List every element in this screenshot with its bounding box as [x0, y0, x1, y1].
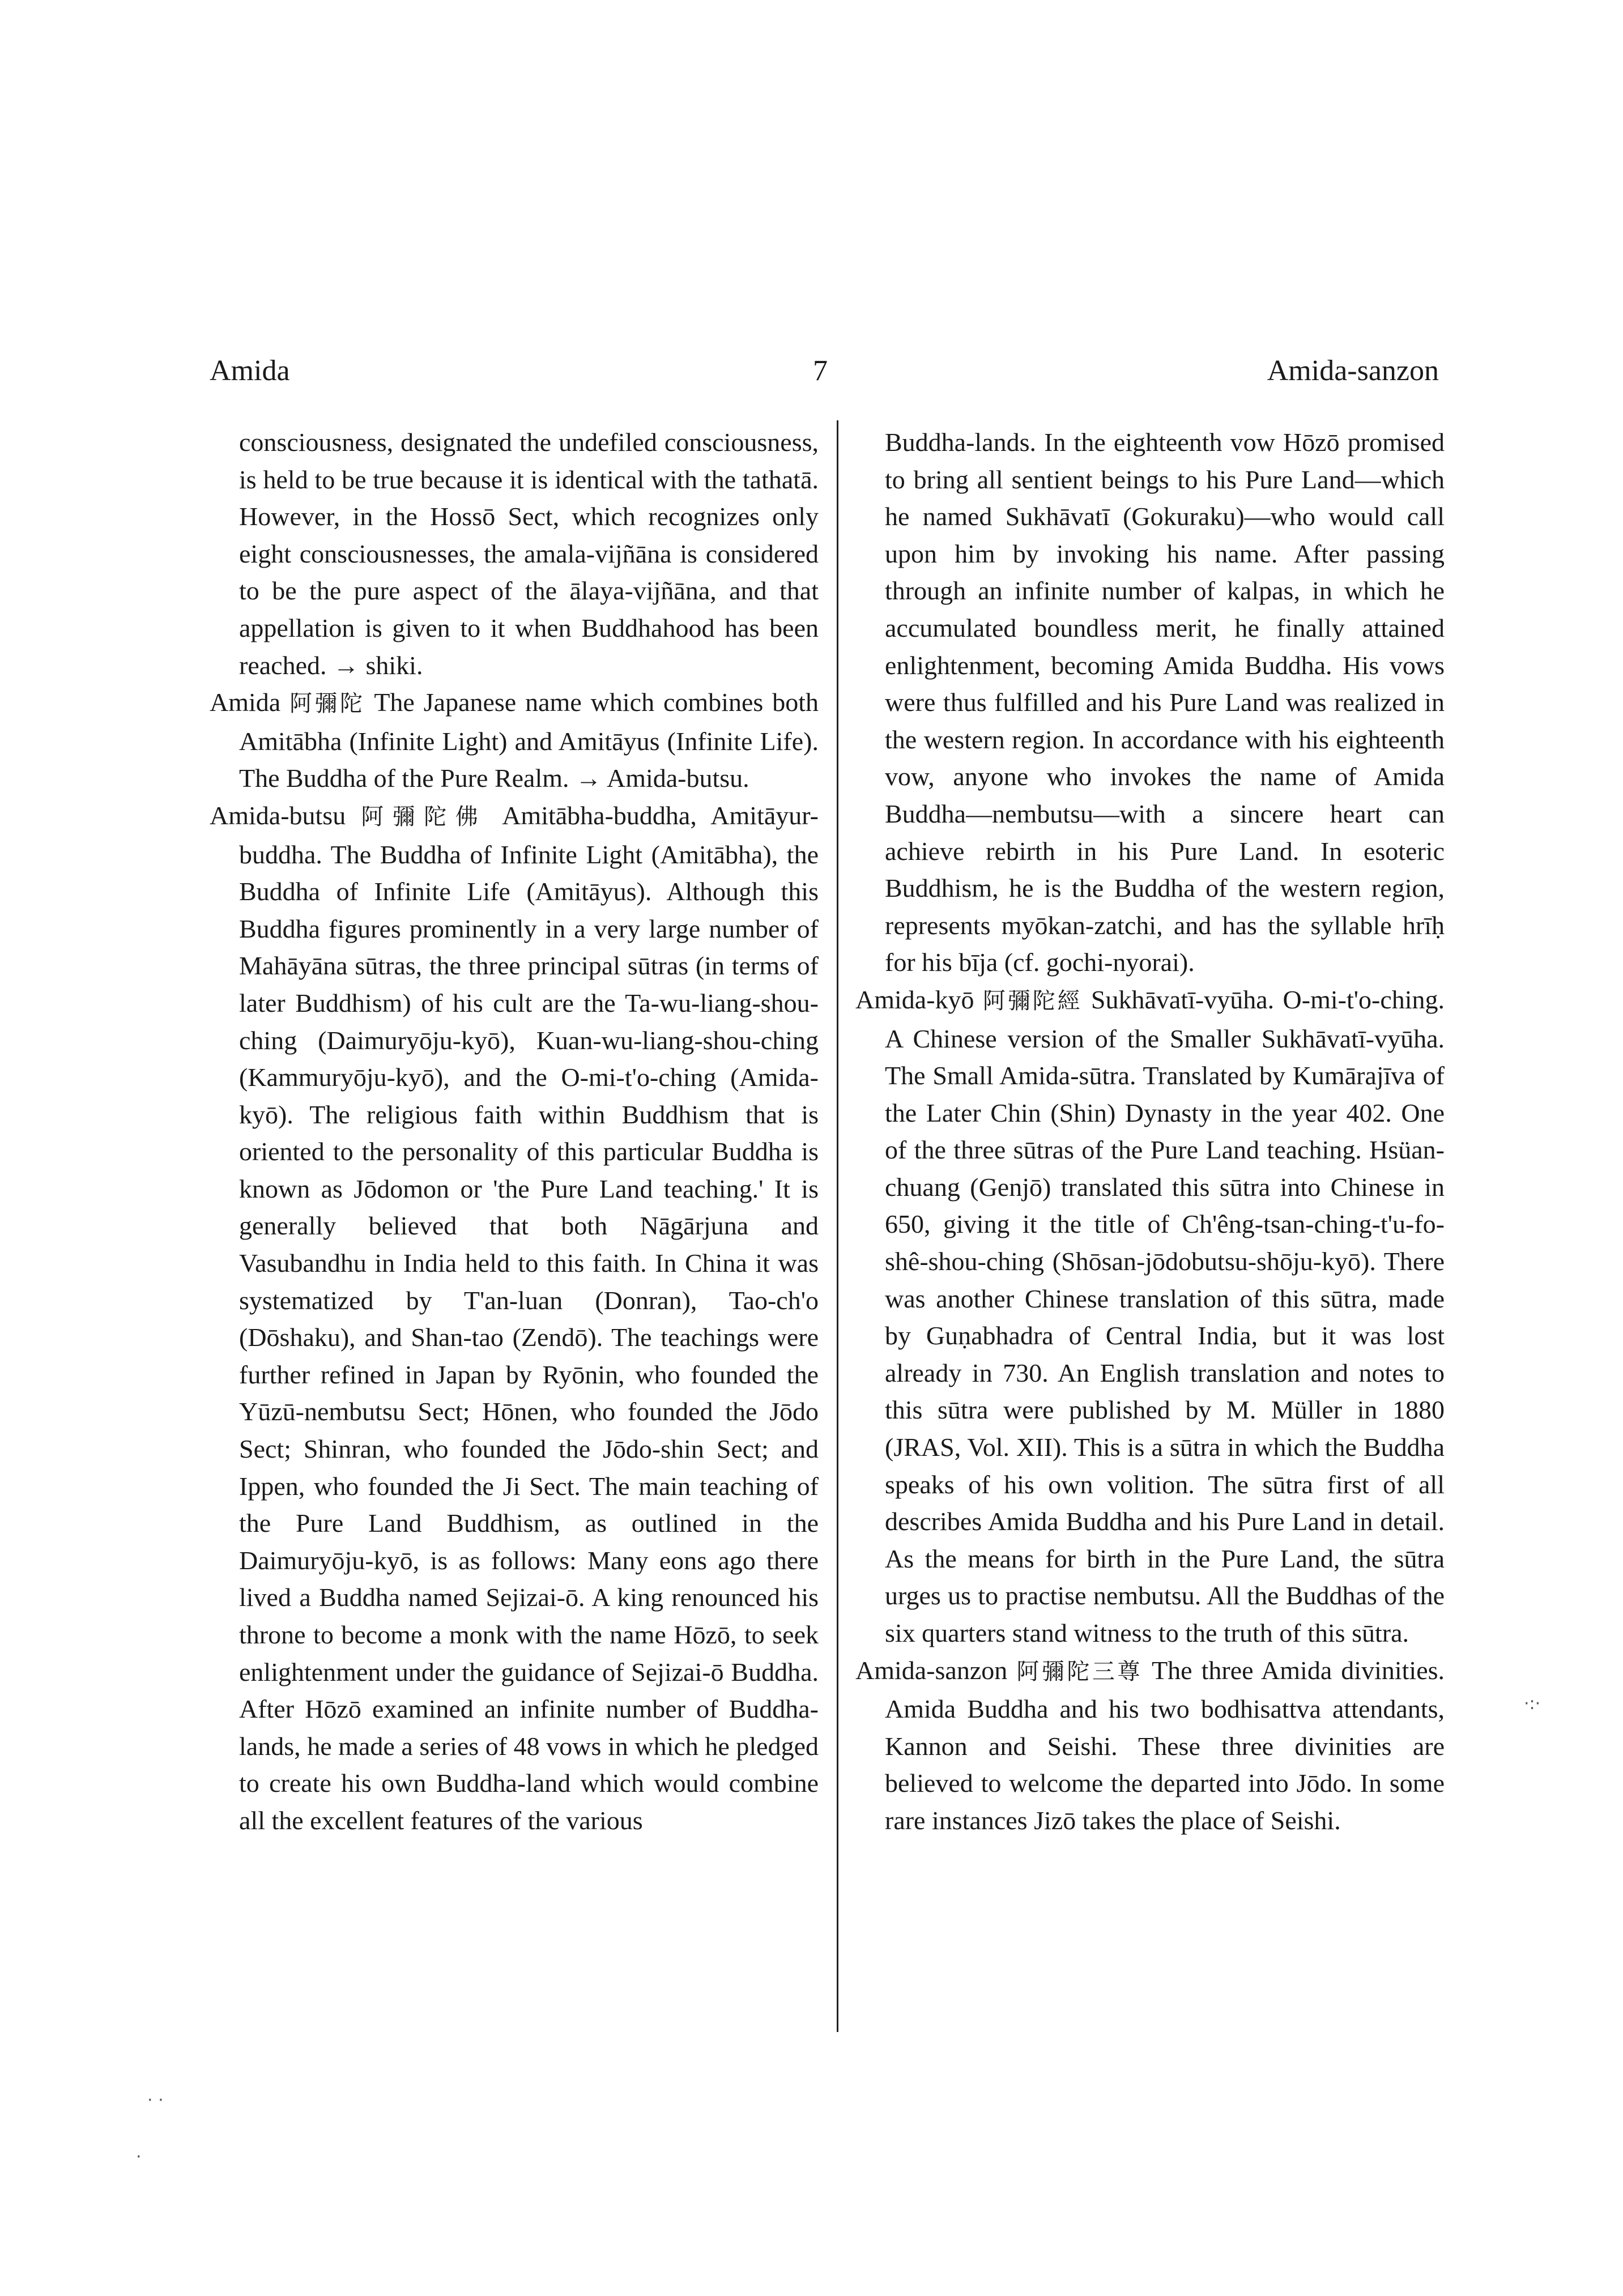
entry-kanji: 阿彌陀 [289, 691, 365, 717]
running-header [210, 354, 1439, 399]
continuation-paragraph: consciousness, designated the undefiled consciousness, is held to be true because it is identical with the tathatā. However, in the Hossō Sect, which recognizes only eight consciousnesses, the amala-vijñāna is considered to be the pure aspect of the ālaya-vijñāna, and that appellation is given to it when Buddhahood has been reached. → shiki. [239, 428, 819, 680]
entry-headword: Amida [210, 688, 281, 717]
entry-definition: Sukhāvatī-vyūha. O-mi-t'o-ching. A Chinese version of the Smaller Sukhāvatī-vyūha. The Small Amida-sūtra. Translated by Kumārajīva of the Later Chin (Shin) Dynasty in the year 402. One of the three sūtras of the Pure Land teaching. Hsüan-chuang (Genjō) translated this sūtra into Chinese in 650, giving it the title of Ch'êng-tsan-ching-t'u-fo-shê-shou-ching (Shōsan-jōdobutsu-shōju-kyō). There was another Chinese translation of this sūtra, made by Guṇabhadra of Central India, but it was lost already in 730. An English translation and notes to this sūtra were published by M. Müller in 1880 (JRAS, Vol. XII). This is a sūtra in which the Buddha speaks of his own volition. The sūtra first of all describes Amida Buddha and his Pure Land in detail. As the means for birth in the Pure Land, the sūtra urges us to practise nembutsu. All the Buddhas of the six quarters stand witness to the truth of this sūtra. [885, 985, 1445, 1647]
header-right-guideword: Amida-sanzon [1267, 355, 1439, 387]
scan-speck: ·:· [1524, 1694, 1541, 1714]
entry-kanji: 阿彌陀佛 [361, 803, 487, 830]
dictionary-entry [210, 684, 819, 797]
entry-definition: The Japanese name which combines both Amitābha (Infinite Light) and Amitāyus (Infinite Life). The Buddha of the Pure Realm. → Amida-butsu. [239, 688, 819, 793]
dictionary-entry [855, 981, 1445, 1652]
scan-speck: · · [147, 2090, 164, 2110]
column-divider [837, 420, 838, 2032]
entry-headword: Amida-kyō [855, 985, 974, 1014]
dictionary-entry [855, 1652, 1445, 1839]
continuation-paragraph: Buddha-lands. In the eighteenth vow Hōzō promised to bring all sentient beings to his Pure Land—which he named Sukhāvatī (Gokuraku)—who would call upon him by invoking his name. After passing through an infinite number of kalpas, in which he accumulated boundless merit, he finally attained enlightenment, becoming Amida Buddha. His vows were thus fulfilled and his Pure Land was realized in the western region. In accordance with his eighteenth vow, anyone who invokes the name of Amida Buddha—nembutsu—with a sincere heart can achieve rebirth in his Pure Land. In esoteric Buddhism, he is the Buddha of the western region, represents myōkan-zatchi, and has the syllable hrīḥ for his bīja (cf. gochi-nyorai). [885, 428, 1445, 977]
entry-definition: The three Amida divinities. Amida Buddha and his two bodhisattva attendants, Kannon and Seishi. These three divinities are believed to welcome the departed into Jōdo. In some rare instances Jizō takes the place of Seishi. [885, 1655, 1445, 1835]
entry-definition: Amitābha-buddha, Amitāyur-buddha. The Buddha of Infinite Light (Amitābha), the Buddha of Infinite Life (Amitāyus). Although this Buddha figures prominently in a very large number of Mahāyāna sūtras, the three principal sūtras (in terms of later Buddhism) of his cult are the Ta-wu-liang-shou-ching (Daimuryōju-kyō), Kuan-wu-liang-shou-ching (Kammuryōju-kyō), and the O-mi-t'o-ching (Amida-kyō). The religious faith within Buddhism that is oriented to the personality of this particular Buddha is known as Jōdomon or 'the Pure Land teaching.' It is generally believed that both Nāgārjuna and Vasubandhu in India held to this faith. In China it was systematized by T'an-luan (Donran), Tao-ch'o (Dōshaku), and Shan-tao (Zendō). The teachings were further refined in Japan by Ryōnin, who founded the Yūzū-nembutsu Sect; Hōnen, who founded the Jōdo Sect; Shinran, who founded the Jōdo-shin Sect; and Ippen, who founded the Ji Sect. The main teaching of the Pure Land Buddhism, as outlined in the Daimuryōju-kyō, is as follows: Many eons ago there lived a Buddha named Sejizai-ō. A king renounced his throne to become a monk with the name Hōzō, to seek enlightenment under the guidance of Sejizai-ō Buddha. After Hōzō examined an infinite number of Buddha-lands, he made a series of 48 vows in which he pledged to create his own Buddha-land which would combine all the excellent features of the various [239, 800, 819, 1835]
page-number: 7 [813, 355, 828, 387]
right-column [855, 424, 1445, 1839]
entry-headword: Amida-butsu [210, 800, 346, 830]
entry-kanji: 阿彌陀三尊 [1016, 1658, 1143, 1685]
entry-headword: Amida-sanzon [855, 1655, 1008, 1685]
scan-speck: · [136, 2147, 142, 2167]
header-left-guideword: Amida [210, 355, 290, 387]
entry-kanji: 阿彌陀經 [982, 987, 1083, 1014]
dictionary-entry [210, 797, 819, 1839]
left-column [210, 424, 819, 1839]
